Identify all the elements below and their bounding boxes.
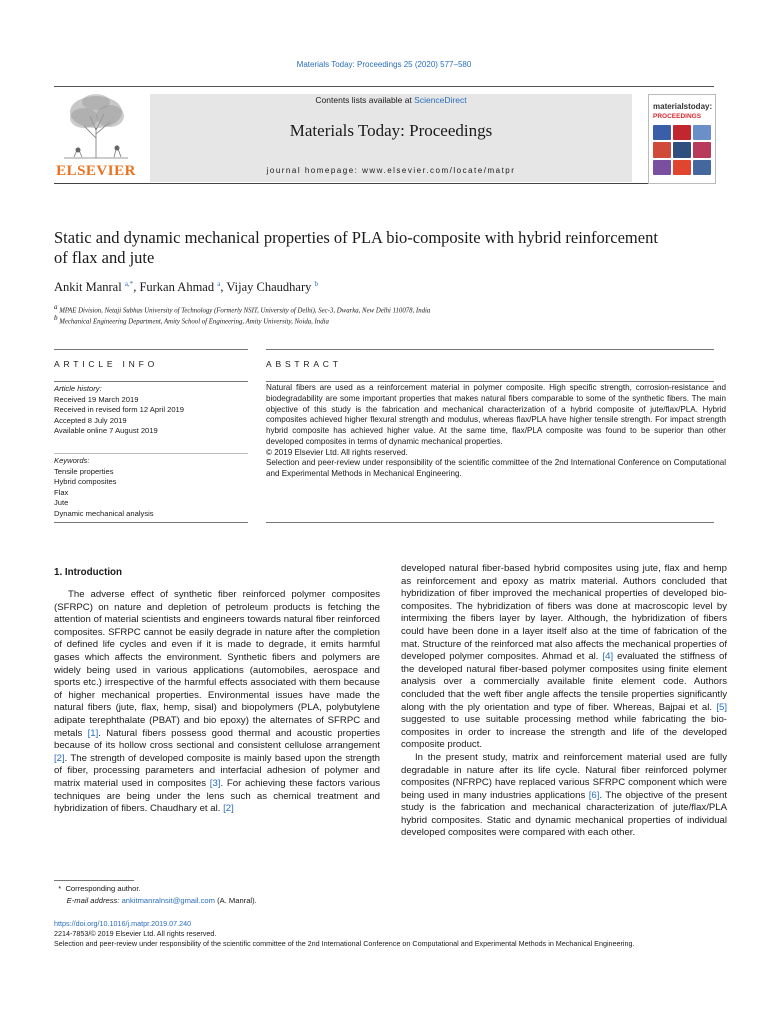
- cover-title: materialstoday:: [653, 102, 713, 111]
- author-name: Ankit Manral: [54, 280, 122, 294]
- paper-title: Static and dynamic mechanical properties of PLA bio-composite with hybrid reinforcement of flax and jute: [54, 228, 658, 267]
- keywords-label: Keywords:: [54, 456, 90, 465]
- divider: [266, 381, 714, 382]
- cover-tile: [653, 142, 671, 157]
- footer-review-note: Selection and peer-review under responsibility of the scientific committee of the 2nd International Conference on Computational and Experimental Methods in Mechanical Engineering.: [54, 939, 635, 948]
- keyword-item: Tensile properties: [54, 466, 114, 476]
- affiliation-text: MPAE Division, Netaji Subhas University of Technology (Formerly NSIT, University of Delhi), Sec-3, Dwarka, New Delhi 110078, India: [59, 307, 431, 315]
- abstract-heading: ABSTRACT: [266, 359, 342, 369]
- cover-tile: [693, 125, 711, 140]
- body-text: . The strength of developed composite is mainly based upon the strength of fiber, processing parameters and interfacial adhesion of polymer and matrix material used in composites: [54, 752, 380, 789]
- keyword-item: Flax: [54, 487, 69, 497]
- abstract-copyright: © 2019 Elsevier Ltd. All rights reserved.: [266, 447, 408, 457]
- affiliation-b: [54, 314, 714, 326]
- body-column-left: [54, 589, 380, 816]
- cover-tile: [673, 142, 691, 157]
- divider: [54, 522, 248, 523]
- author-affiliation-mark[interactable]: b: [314, 279, 318, 288]
- body-text: evaluated the stiffness of the developed natural fiber-based polymer composites using finite element analysis over a commercially available finite element code. Authors concluded that the weft fiber angle affects the tensile properties significantly along with the ply orientation and type of fiber. Whereas, Bajpai et al.: [401, 651, 727, 713]
- divider: [54, 453, 248, 454]
- cover-tile: [653, 125, 671, 140]
- citation-link[interactable]: [2]: [223, 803, 234, 815]
- contents-line: [150, 95, 632, 105]
- affiliation-mark: b: [54, 314, 58, 322]
- citation-link[interactable]: [2]: [54, 752, 65, 764]
- citation-link[interactable]: [4]: [602, 651, 614, 663]
- intro-paragraph: [54, 589, 380, 816]
- history-item: Received in revised form 12 April 2019: [54, 405, 185, 414]
- sciencedirect-link[interactable]: ScienceDirect: [414, 95, 467, 105]
- keywords: [54, 456, 244, 519]
- author-name: Furkan Ahmad: [139, 280, 215, 294]
- elsevier-wordmark: ELSEVIER: [56, 163, 136, 179]
- body-column-right: [401, 563, 727, 840]
- divider: [266, 522, 714, 523]
- issn-copyright: 2214-7853/© 2019 Elsevier Ltd. All rights reserved.: [54, 929, 217, 938]
- author-name: Vijay Chaudhary: [226, 280, 312, 294]
- body-text: In the present study, matrix and reinforcement material used are fully degradable in nature after its life cycle. Natural fiber reinforced polymer composites (NFRPC) have replaced various SFRPC component which were being used in many industries applications: [401, 751, 727, 801]
- footnote-divider: [54, 880, 134, 881]
- abstract-body: [266, 383, 726, 480]
- body-text: developed natural fiber-based hybrid composites using jute, flax and hemp as reinforcement and epoxy as matrix material. Authors concluded that hybridization of fiber improved the mechanical properties of developed bio-composites. The hybridization of fibers was done at macroscopic level by intermixing the fibers layer by layer. Although, the hybridization of fibers could have been done in a layer itself also at the time of fabrication of the mat. Structure of the reinforced mat also affects the mechanical properties of developed polymer composites. Ahmad et al.: [401, 563, 727, 663]
- cover-tile: [673, 125, 691, 140]
- abstract-review-note: Selection and peer-review under responsibility of the scientific committee of the 2nd International Conference on Computational and Experimental Methods in Mechanical Engineering.: [266, 458, 726, 478]
- cover-subtitle: PROCEEDINGS: [653, 113, 702, 120]
- divider: [54, 349, 248, 350]
- contents-prefix: Contents lists available at: [315, 95, 415, 105]
- section-heading-introduction: 1. Introduction: [54, 567, 123, 578]
- footnote: [54, 883, 374, 906]
- corresponding-author-note: [54, 883, 374, 895]
- citation-link[interactable]: [1]: [87, 727, 99, 739]
- history-label: Article history:: [54, 384, 102, 393]
- email-label: E-mail address:: [66, 895, 120, 905]
- body-text: . For achieving these factors various techniques are being under the lens such as chemical treatment and hybridization of fibers. Chaudhary et al.: [54, 777, 381, 815]
- author-list: [54, 280, 674, 295]
- body-text: The adverse effect of synthetic fiber reinforced polymer composites (SFRPC) on nature and depletion of petroleum products is fetching the attention of material scientists and engineers towards natural fiber reinforced composites. SFRPC cannot be easily degrade in nature after the completion of defined life cycles and even if it is made to degrade, it emits harmful gases which affects the environment. Synthetic fibers and polymers are widely being used in various applications (automobiles, aerospace and sports etc.) irrespective of the harmful effects associated with them because of higher mechanical properties. Environmental issues have made the natural fibers (jute, flax, hemp, sisal) and biopolymers (PLA, polybutylene adipate terephthalate (PBAT) and bio epoxy) the alternates of SFRPC and metals: [54, 589, 380, 739]
- journal-reference-link[interactable]: Materials Today: Proceedings 25 (2020) 577–580: [296, 60, 472, 69]
- body-text: . Natural fibers possess good thermal and acoustic properties because of its hollow cross sectional and consistent cellulose arrangement: [54, 727, 380, 752]
- article-info-heading: ARTICLE INFO: [54, 359, 159, 369]
- author-separator: ,: [133, 280, 140, 294]
- citation-link[interactable]: [6]: [588, 789, 600, 801]
- cover-tile: [693, 160, 711, 175]
- page-footer: [54, 919, 714, 949]
- email-owner: (A. Manral).: [217, 895, 257, 905]
- citation-link[interactable]: [5]: [716, 701, 727, 713]
- abstract-text: Natural fibers are used as a reinforcement material in polymer composite. High specific strength, corrosion-resistance and biodegradability are some important properties that makes natural fibers comparable to some of the synthetic fibers. The main objective of this study is the fabrication and mechanical characterization of a hybrid composite of jute/flax/PLA. Hybrid composites achieved higher flexural strength and modulus, whereas flax/PLA have higher tensile strength. For impact strength hybrid composite has achieved higher value. At the same time, flax/PLA composite was found to be superior than other developed composites in terms of dynamic mechanical properties.: [266, 383, 726, 446]
- cover-tile: [693, 142, 711, 157]
- history-item: Available online 7 August 2019: [54, 426, 158, 435]
- body-text: . The objective of the present study is the fabrication and mechanical characterization of jute/flax/PLA hybrid composites. Static and dynamic mechanical properties of individual developed composites were compared with each other.: [401, 789, 727, 839]
- cover-tile: [673, 160, 691, 175]
- cover-tile: [653, 160, 671, 175]
- citation-link[interactable]: [3]: [209, 777, 221, 789]
- body-text: suggested to use suitable processing method while fabricating the bio-composites in order to increase the strength and life of the developed composite product.: [401, 714, 727, 751]
- journal-homepage[interactable]: journal homepage: www.elsevier.com/locate/matpr: [266, 166, 516, 175]
- doi-link[interactable]: https://doi.org/10.1016/j.matpr.2019.07.240: [54, 919, 192, 928]
- cover-image-grid: [653, 125, 711, 175]
- elsevier-tree-icon: [54, 90, 138, 160]
- email-link[interactable]: ankitmanralnsit@gmail.com: [121, 895, 215, 905]
- divider: [266, 349, 714, 350]
- corresponding-label: Corresponding author.: [65, 884, 141, 893]
- affiliation-text: Mechanical Engineering Department, Amity School of Engineering, Amity University, Noida, India: [59, 318, 329, 326]
- intro-paragraph: [401, 752, 727, 840]
- affiliation-a: [54, 303, 714, 315]
- author-affiliation-mark[interactable]: a: [217, 279, 221, 288]
- email-note: [54, 895, 374, 907]
- elsevier-logo[interactable]: [54, 90, 138, 180]
- divider: [54, 381, 248, 382]
- history-item: Accepted 8 July 2019: [54, 415, 127, 425]
- keyword-item: Hybrid composites: [54, 477, 117, 486]
- history-item: Received 19 March 2019: [54, 394, 139, 404]
- footnote-mark: *: [58, 884, 62, 893]
- author-separator: ,: [220, 280, 227, 294]
- journal-cover-thumbnail[interactable]: [648, 94, 716, 184]
- keyword-item: Jute: [54, 498, 69, 507]
- affiliation-mark: a: [54, 303, 58, 311]
- intro-paragraph: [401, 563, 727, 752]
- keyword-item: Dynamic mechanical analysis: [54, 508, 154, 518]
- article-history: [54, 384, 244, 437]
- author-affiliation-mark[interactable]: a,*: [124, 279, 134, 288]
- journal-title: Materials Today: Proceedings: [289, 121, 493, 140]
